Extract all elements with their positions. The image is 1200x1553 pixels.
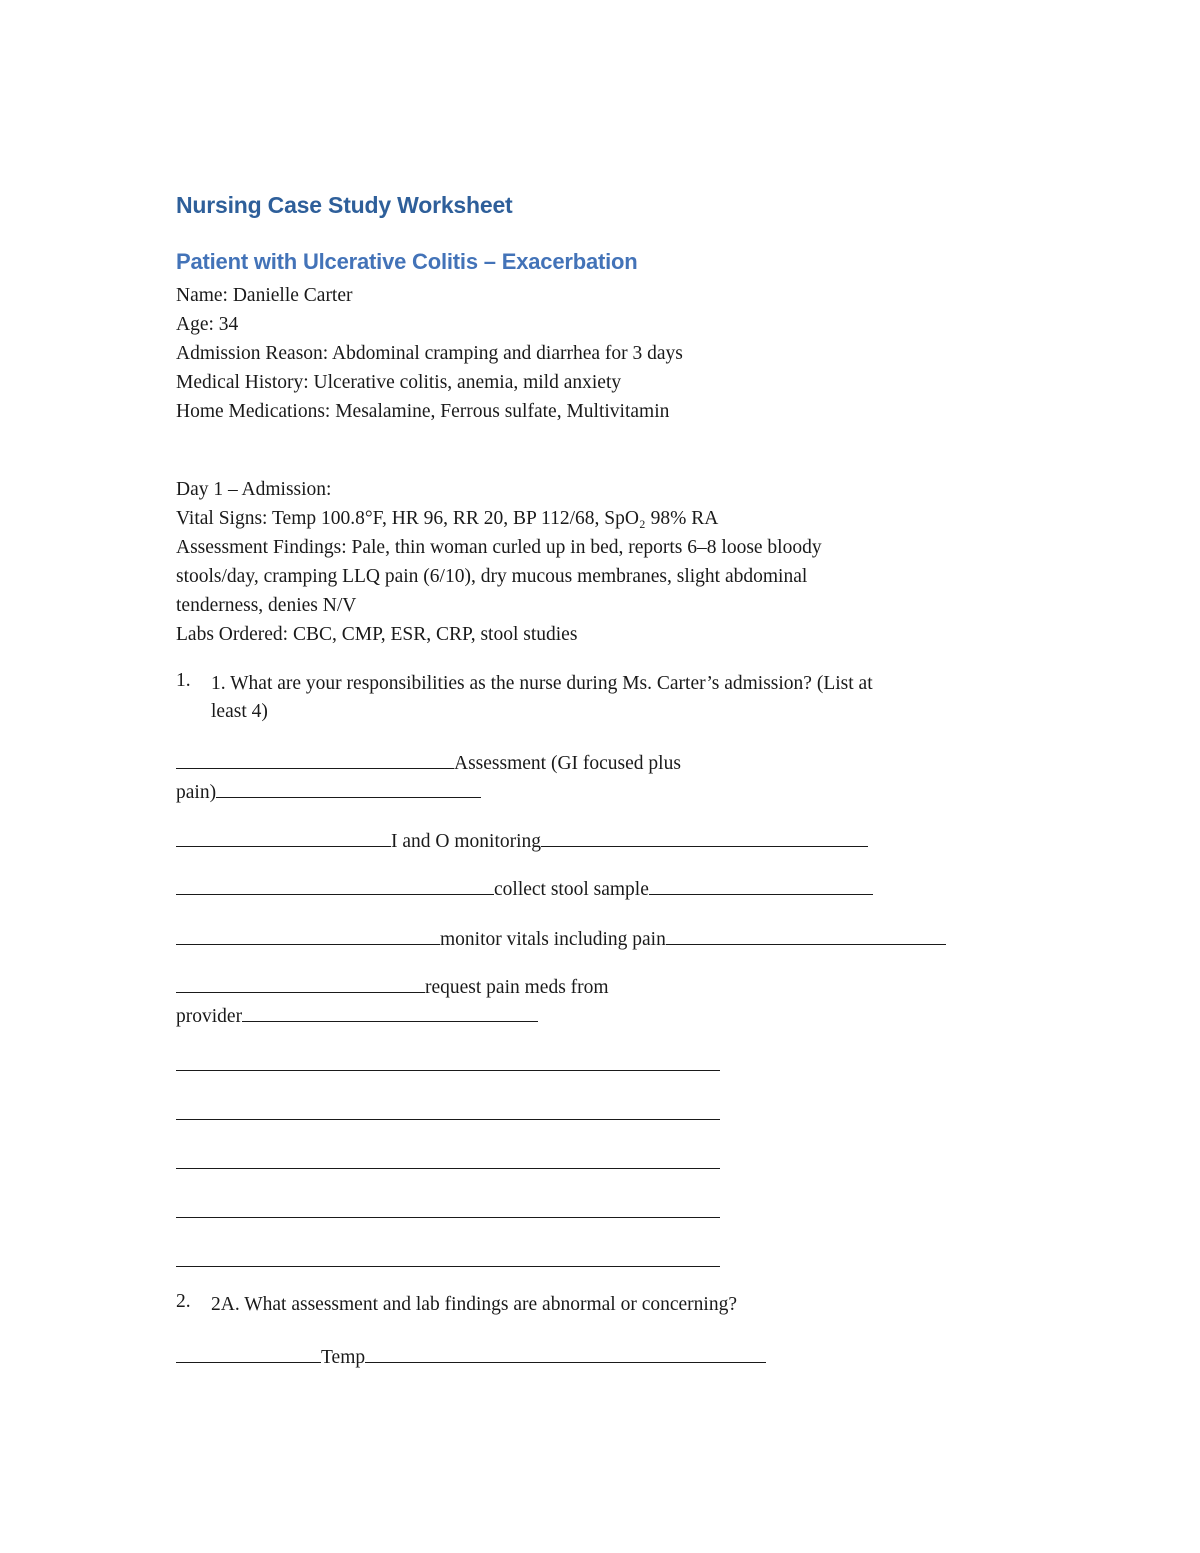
- answer1-text: Assessment (GI focused plus: [454, 753, 681, 774]
- answer1-line1[interactable]: [176, 746, 681, 778]
- answer5-line1[interactable]: [176, 970, 609, 1002]
- answer1-text-cont: pain): [176, 782, 217, 803]
- q2-answer1-text: Temp: [321, 1347, 366, 1368]
- admission-reason: Admission Reason: Abdominal cramping and diarrhea for 3 days: [176, 343, 683, 364]
- answer3-text: collect stool sample: [494, 879, 649, 900]
- blank-line: [176, 922, 440, 945]
- empty-answer-line[interactable]: [176, 1119, 720, 1120]
- blank-line: [176, 1340, 321, 1363]
- patient-age: Age: 34: [176, 314, 239, 335]
- empty-answer-line[interactable]: [176, 1217, 720, 1218]
- labs-ordered: Labs Ordered: CBC, CMP, ESR, CRP, stool studies: [176, 624, 578, 645]
- answer5-line2[interactable]: [176, 999, 538, 1031]
- answer2-text: I and O monitoring: [391, 831, 542, 852]
- question1-number: 1.: [176, 670, 191, 691]
- answer5-text: request pain meds from: [425, 977, 609, 998]
- answer4-line[interactable]: [176, 922, 946, 954]
- blank-line: [176, 872, 494, 895]
- answer2-line[interactable]: [176, 824, 868, 856]
- question2-text: 2A. What assessment and lab findings are abnormal or concerning?: [211, 1294, 737, 1315]
- answer1-line2[interactable]: [176, 775, 481, 807]
- page-subtitle: Patient with Ulcerative Colitis – Exacerbation: [176, 249, 638, 274]
- assessment-findings-line1: Assessment Findings: Pale, thin woman curled up in bed, reports 6–8 loose bloody: [176, 537, 822, 558]
- blank-line: [216, 775, 481, 798]
- blank-line: [176, 970, 425, 993]
- home-medications: Home Medications: Mesalamine, Ferrous sulfate, Multivitamin: [176, 401, 670, 422]
- question1-text-line2: least 4): [211, 701, 268, 722]
- blank-line: [541, 824, 868, 847]
- empty-answer-line[interactable]: [176, 1266, 720, 1267]
- empty-answer-line[interactable]: [176, 1070, 720, 1071]
- question1-text-line1: 1. What are your responsibilities as the nurse during Ms. Carter’s admission? (List at: [211, 673, 873, 694]
- day1-heading: Day 1 – Admission:: [176, 479, 332, 500]
- blank-line: [649, 872, 873, 895]
- answer4-text: monitor vitals including pain: [440, 929, 666, 950]
- answer5-text-cont: provider: [176, 1006, 243, 1027]
- patient-name: Name: Danielle Carter: [176, 285, 353, 306]
- blank-line: [666, 922, 946, 945]
- question2-number: 2.: [176, 1291, 191, 1312]
- assessment-findings-line3: tenderness, denies N/V: [176, 595, 357, 616]
- answer3-line[interactable]: [176, 872, 873, 904]
- assessment-findings-line2: stools/day, cramping LLQ pain (6/10), dry mucous membranes, slight abdominal: [176, 566, 808, 587]
- q2-answer1-line[interactable]: [176, 1340, 766, 1372]
- blank-line: [176, 746, 454, 769]
- medical-history: Medical History: Ulcerative colitis, anemia, mild anxiety: [176, 372, 622, 393]
- vital-signs: Vital Signs: Temp 100.8°F, HR 96, RR 20, BP 112/68, SpO₂ 98% RA: [176, 508, 719, 529]
- blank-line: [242, 999, 538, 1022]
- page-title: Nursing Case Study Worksheet: [176, 192, 513, 218]
- blank-line: [176, 824, 391, 847]
- empty-answer-line[interactable]: [176, 1168, 720, 1169]
- blank-line: [365, 1340, 766, 1363]
